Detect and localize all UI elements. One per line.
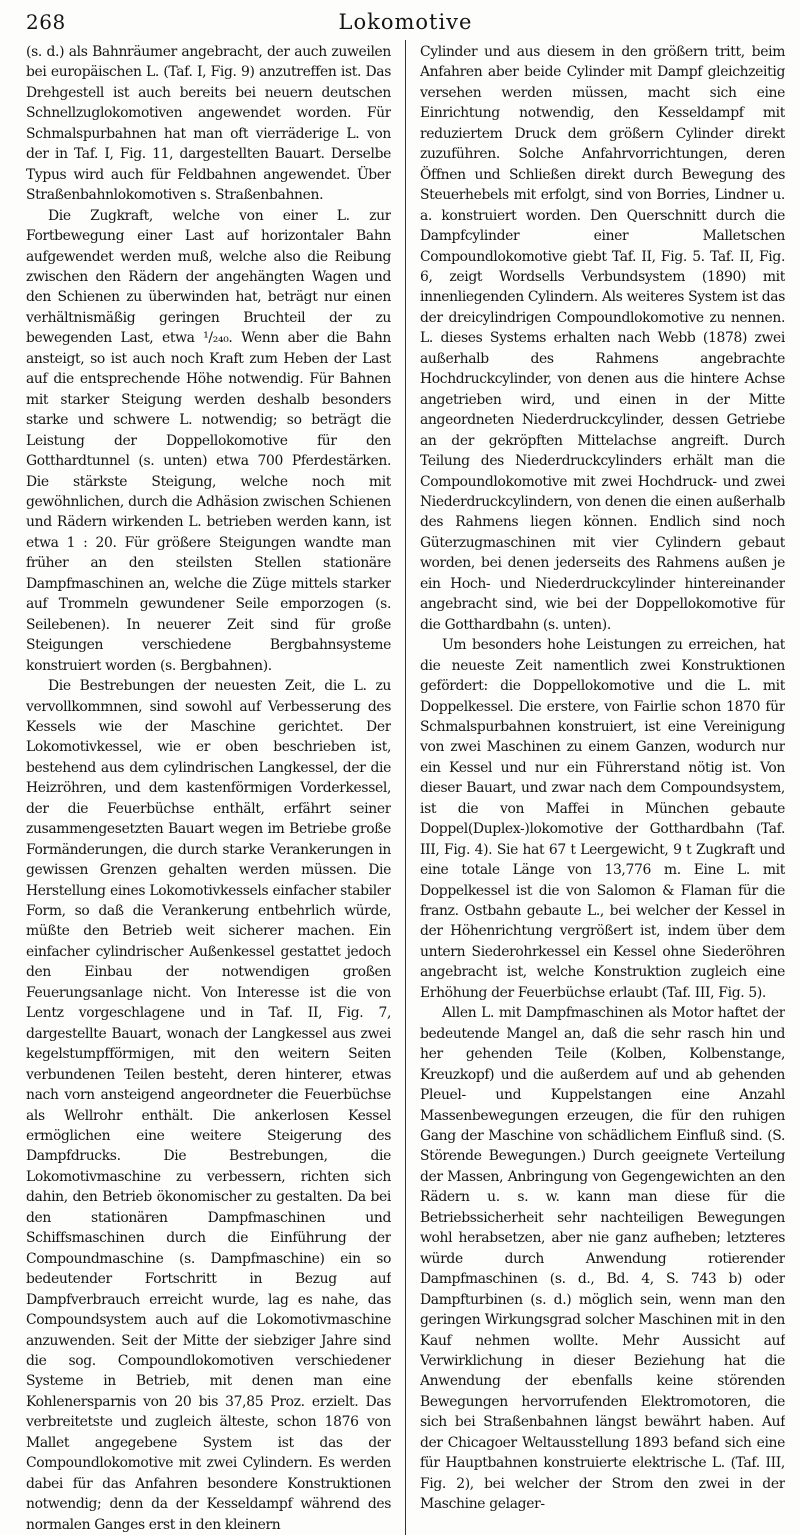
column-divider — [405, 40, 406, 1535]
paragraph: Die Bestrebungen der neuesten Zeit, die L. zu vervollkommnen, sind sowohl auf Verbesserung des Kessels wie der Maschine gerichtet. Der Lokomotivkessel, wie er oben beschrieben ist, bestehend aus dem cylindrischen Langkessel, der die Heizröhren, und dem kastenförmigen Vorderkessel, der die Feuerbüchse enthält, erfährt seiner zusammengesetzten Bauart wegen im Betriebe große Formänderungen, die durch starke Verankerungen in gewissen Grenzen gehalten werden müssen. Die Herstellung eines Lokomotivkessels einfacher stabiler Form, so daß die Verankerung entbehrlich würde, müßte den Betrieb weit sicherer machen. Ein einfacher cylindrischer Außenkessel gestattet jedoch den Einbau der notwendigen großen Feuerungsanlage nicht. Von Interesse ist die von Lentz vorgeschlagene und in Taf. II, Fig. 7, dargestellte Bauart, wonach der Langkessel aus zwei kegelstumpfförmigen, mit den weitern Seiten verbundenen Teilen besteht, deren hinterer, etwas nach vorn ansteigend angeordneter die Feuerbüchse als Wellrohr enthält. Die ankerlosen Kessel ermöglichen eine weitere Steigerung des Dampfdrucks. Die Bestrebungen, die Lokomotivmaschine zu verbessern, richten sich dahin, den Betrieb ökonomischer zu gestalten. Da bei den stationären Dampfmaschinen und Schiffsmaschinen durch die Einführung der Compoundmaschine (s. Dampfmaschine) ein so bedeutender Fortschritt in Bezug auf Dampfverbrauch erreicht wurde, lag es nahe, das Compoundsystem auch auf die Lokomotivmaschine anzuwenden. Seit der Mitte der siebziger Jahre sind die sog. Compoundlokomotiven verschiedener Systeme in Betrieb, mit denen man eine Kohlenersparnis von 20 bis 37,85 Proz. erzielt. Das verbreitetste und zugleich älteste, schon 1876 von Mallet angegebene System ist das der Compoundlokomotive mit zwei Cylindern. Es werden dabei für das Anfahren besondere Konstruktionen notwendig; denn da der Kesseldampf während des normalen Ganges erst in den kleinern — [26, 678, 392, 1533]
running-head-title: Lokomotive — [338, 10, 473, 34]
page-number: 268 — [26, 10, 66, 34]
two-column-body — [26, 42, 785, 1535]
left-column — [26, 42, 391, 1535]
paragraph: (s. d.) als Bahnräumer angebracht, der auch zuweilen bei europäischen L. (Taf. I, Fig. 9) anzutreffen ist. Das Drehgestell ist auch bereits bei neuern deutschen Schnellzuglokomotiven angewendet worden. Für Schmalspurbahnen hat man oft vierräderige L. von der in Taf. I, Fig. 11, dargestellten Bauart. Derselbe Typus wird auch für Feldbahnen angewendet. Über Straßenbahnlokomotiven s. Straßenbahnen. — [26, 44, 392, 204]
paragraph: Die Zugkraft, welche von einer L. zur Fortbewegung einer Last auf horizontaler Bahn aufgewendet werden muß, welche also die Reibung zwischen den Rädern der angehängten Wagen und den Schienen zu überwinden hat, beträgt nur einen verhältnismäßig geringen Bruchteil der zu bewegenden Last, etwa ¹/₂₄₀. Wenn aber die Bahn ansteigt, so ist auch noch Kraft zum Heben der Last auf die entsprechende Höhe notwendig. Für Bahnen mit starker Steigung werden deshalb besonders starke und schwere L. notwendig; so beträgt die Leistung der Doppellokomotive für den Gotthardtunnel (s. unten) etwa 700 Pferdestärken. Die stärkste Steigung, welche noch mit gewöhnlichen, durch die Adhäsion zwischen Schienen und Rädern wirkenden L. betrieben werden kann, ist etwa 1 : 20. Für größere Steigungen wandte man früher an den steilsten Stellen stationäre Dampfmaschinen an, welche die Züge mittels starker auf Trommeln gewundener Seile emporzogen (s. Seilebenen). In neuerer Zeit sind für große Steigungen verschiedene Bergbahnsysteme konstruiert worden (s. Bergbahnen). — [26, 207, 392, 674]
paragraph: Cylinder und aus diesem in den größern tritt, beim Anfahren aber beide Cylinder mit Dampf gleichzeitig versehen werden müssen, macht sich eine Einrichtung notwendig, den Kesseldampf mit reduziertem Druck dem größern Cylinder direkt zuzuführen. Solche Anfahrvorrichtungen, deren Öffnen und Schließen direkt durch Bewegung des Steuerhebels mit erfolgt, sind von Borries, Lindner u. a. konstruiert worden. Den Querschnitt durch die Dampfcylinder einer Malletschen Compoundlokomotive giebt Taf. II, Fig. 5. Taf. II, Fig. 6, zeigt Wordsells Verbundsystem (1890) mit innenliegenden Cylindern. Als weiteres System ist das der dreicylindrigen Compoundlokomotive zu nennen. L. dieses Systems erhalten nach Webb (1878) zwei außerhalb des Rahmens angebrachte Hochdruckcylinder, von denen aus die hintere Achse angetrieben wird, und einen in der Mitte angeordneten Niederdruckcylinder, dessen Getriebe an der gekröpften Mittelachse angreift. Durch Teilung des Niederdruckcylinders erhält man die Compoundlokomotive mit zwei Hochdruck- und zwei Niederdruckcylindern, von denen die einen außerhalb des Rahmens liegen können. Endlich sind noch Güterzugmaschinen mit vier Cylindern gebaut worden, bei denen jederseits des Rahmens außen je ein Hoch- und Niederdruckcylinder hintereinander angebracht sind, wie bei der Doppellokomotive für die Gotthardbahn (s. unten). — [420, 44, 786, 633]
page-header — [26, 8, 785, 42]
paragraph: Allen L. mit Dampfmaschinen als Motor haftet der bedeutende Mangel an, daß die sehr rasch hin und her gehenden Teile (Kolben, Kolbenstange, Kreuzkopf) und die außerdem auf und ab gehenden Pleuel- und Kuppelstangen eine Anzahl Massenbewegungen erzeugen, die für den ruhigen Gang der Maschine von schädlichem Einfluß sind. (S. Störende Bewegungen.) Durch geeignete Verteilung der Massen, Anbringung von Gegengewichten an den Rädern u. s. w. kann man diese für die Betriebssicherheit sehr nachteiligen Bewegungen wohl herabsetzen, aber nie ganz aufheben; letzteres würde durch Anwendung rotierender Dampfmaschinen (s. d., Bd. 4, S. 743 b) oder Dampfturbinen (s. d.) möglich sein, wenn man den geringen Wirkungsgrad solcher Maschinen mit in den Kauf nehmen wollte. Mehr Aussicht auf Verwirklichung in dieser Beziehung hat die Anwendung der ebenfalls keine störenden Bewegungen hervorrufenden Elektromotoren, die sich bei Straßenbahnen längst bewährt haben. Auf der Chicagoer Weltausstellung 1893 befand sich eine für Hauptbahnen konstruierte elektrische L. (Taf. III, Fig. 2), bei welcher der Strom den zwei in der Maschine gelager- — [420, 1005, 786, 1513]
right-column — [420, 42, 785, 1535]
paragraph: Um besonders hohe Leistungen zu erreichen, hat die neueste Zeit namentlich zwei Konstruktionen gefördert: die Doppellokomotive und die L. mit Doppelkessel. Die erstere, von Fairlie schon 1870 für Schmalspurbahnen konstruiert, ist eine Vereinigung von zwei Maschinen zu einem Ganzen, wodurch nur ein Kessel und nur ein Führerstand nötig ist. Von dieser Bauart, und zwar nach dem Compoundsystem, ist die von Maffei in München gebaute Doppel(Duplex-)lokomotive der Gotthardbahn (Taf. III, Fig. 4). Sie hat 67 t Leergewicht, 9 t Zugkraft und eine totale Länge von 13,776 m. Eine L. mit Doppelkessel ist die von Salomon & Flaman für die franz. Ostbahn gebaute L., bei welcher der Kessel in der Höhenrichtung vergrößert ist, indem über dem untern Siederohrkessel ein Kessel ohne Siederöhren angebracht ist, welche Konstruktion zugleich eine Erhöhung der Feuerbüchse erlaubt (Taf. III, Fig. 5). — [420, 637, 786, 1001]
